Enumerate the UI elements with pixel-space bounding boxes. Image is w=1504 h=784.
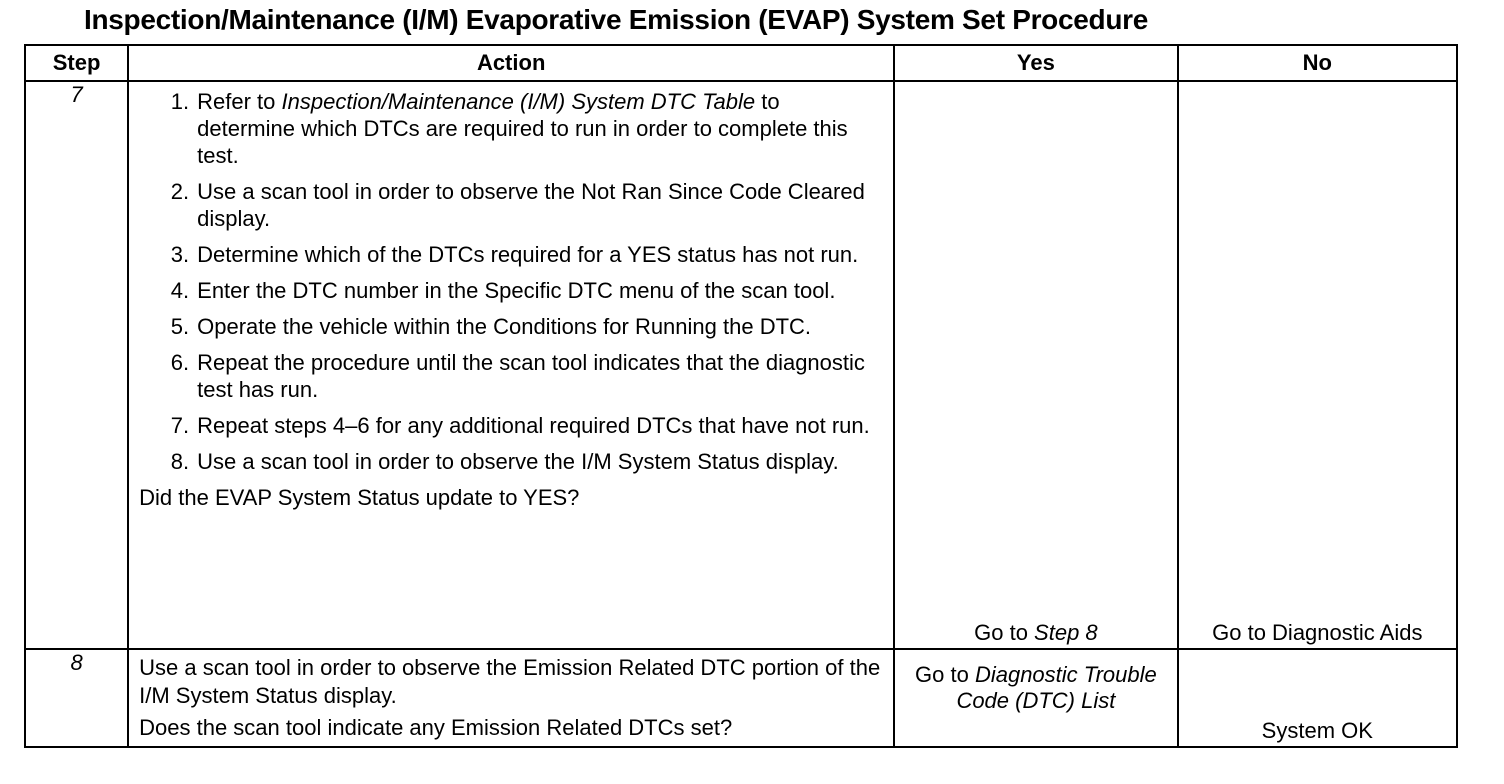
action-cell-7 [128,81,894,649]
list-item: 1. Refer to Inspection/Maintenance (I/M) System DTC Table to determine which DTCs are required to run in order to complete this test. [170,89,848,168]
list-item: 4. Enter the DTC number in the Specific DTC menu of the scan tool. [170,278,836,303]
no-cell-8 [1178,649,1457,747]
list-item: 2. Use a scan tool in order to observe the Not Ran Since Code Cleared display. [170,179,865,231]
header-action: Action [128,45,894,81]
header-yes: Yes [894,45,1177,81]
list-item: 3. Determine which of the DTCs required for a YES status has not run. [170,242,859,267]
dtc-list-link[interactable]: Diagnostic Trouble [974,662,1157,687]
list-item: 6. Repeat the procedure until the scan tool indicates that the diagnostic test has run. [170,350,865,402]
dtc-table-reference: Inspection/Maintenance (I/M) System DTC Table [281,89,756,114]
no-cell-7 [1178,81,1457,649]
header-step: Step [25,45,128,81]
question-step-7: Did the EVAP System Status update to YES? [139,485,580,510]
list-item: 7. Repeat steps 4–6 for any additional required DTCs that have not run. [170,413,870,438]
header-no: No [1178,45,1457,81]
yes-cell-7: Go to Step 8 [894,81,1177,649]
dtc-list-link-cont[interactable]: Code (DTC) List [956,688,1116,713]
step-number-8: 8 [25,649,128,747]
action-text-8: Use a scan tool in order to observe the Emission Related DTC portion of the I/M System Status display. [139,655,881,708]
go-to-step-8-link[interactable]: Step 8 [1034,620,1098,645]
page-title: Inspection/Maintenance (I/M) Evaporative Emission (EVAP) System Set Procedure [84,4,1149,35]
table-row-step-8 [25,649,1457,747]
procedure-table [24,44,1458,748]
table-row-step-7 [25,81,1457,649]
list-item: 8. Use a scan tool in order to observe the I/M System Status display. [170,449,839,474]
step-number-7: 7 [25,81,128,649]
action-list [139,88,883,475]
question-step-8: Does the scan tool indicate any Emission Related DTCs set? [139,715,733,740]
table-header-row [25,45,1457,81]
go-to-diagnostic-aids: Go to Diagnostic Aids [1212,620,1423,645]
list-item: 5. Operate the vehicle within the Conditions for Running the DTC. [170,314,812,339]
action-cell-8 [128,649,894,747]
yes-cell-8: Go to Diagnostic Trouble Code (DTC) List [894,649,1177,747]
system-ok: System OK [1261,718,1373,743]
